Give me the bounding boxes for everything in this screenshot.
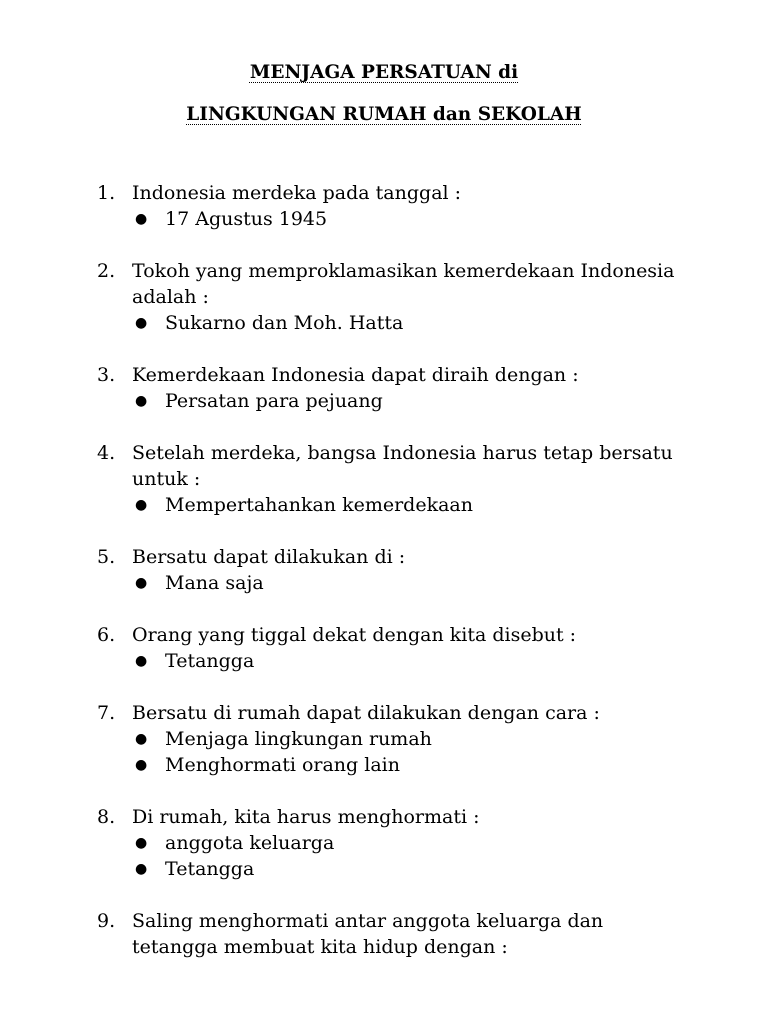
answer-text: Persatan para pejuang xyxy=(165,390,383,412)
answer-item xyxy=(135,752,768,778)
answer-text: Mana saja xyxy=(165,572,264,594)
answer-list xyxy=(0,570,768,596)
question-text: Indonesia merdeka pada tanggal : xyxy=(132,182,462,204)
answer-text: Tetangga xyxy=(165,650,255,672)
bullet-icon: ● xyxy=(135,315,148,331)
list-item xyxy=(0,622,768,674)
answer-item xyxy=(135,310,768,336)
item-number: 9. xyxy=(97,910,116,932)
list-item xyxy=(0,908,768,960)
item-number: 6. xyxy=(97,624,116,646)
answer-list xyxy=(0,206,768,232)
bullet-icon: ● xyxy=(135,835,148,851)
bullet-icon: ● xyxy=(135,757,148,773)
answer-list xyxy=(0,648,768,674)
item-number: 5. xyxy=(97,546,116,568)
question-text: Saling menghormati antar anggota keluarga dan tetangga membuat kita hidup dengan : xyxy=(132,910,604,958)
answer-text: Menjaga lingkungan rumah xyxy=(165,728,432,750)
item-number: 7. xyxy=(97,702,116,724)
list-item xyxy=(0,700,768,778)
list-item xyxy=(0,804,768,882)
answer-text: Sukarno dan Moh. Hatta xyxy=(165,312,404,334)
answer-text: anggota keluarga xyxy=(165,832,335,854)
answer-text: Mempertahankan kemerdekaan xyxy=(165,494,473,516)
answer-item xyxy=(135,492,768,518)
bullet-icon: ● xyxy=(135,861,148,877)
question-text: Bersatu di rumah dapat dilakukan dengan cara : xyxy=(132,702,600,724)
answer-item xyxy=(135,726,768,752)
answer-item xyxy=(135,206,768,232)
answer-list xyxy=(0,726,768,778)
answer-list xyxy=(0,830,768,882)
item-number: 2. xyxy=(97,260,116,282)
bullet-icon: ● xyxy=(135,653,148,669)
bullet-icon: ● xyxy=(135,731,148,747)
answer-list xyxy=(0,388,768,414)
list-item xyxy=(0,440,768,518)
answer-text: Menghormati orang lain xyxy=(165,754,400,776)
question-text: Orang yang tiggal dekat dengan kita disebut : xyxy=(132,624,577,646)
bullet-icon: ● xyxy=(135,393,148,409)
answer-item xyxy=(135,830,768,856)
question-text: Di rumah, kita harus menghormati : xyxy=(132,806,480,828)
item-number: 8. xyxy=(97,806,116,828)
answer-item xyxy=(135,648,768,674)
item-number: 4. xyxy=(97,442,116,464)
question-text: Setelah merdeka, bangsa Indonesia harus tetap bersatu untuk : xyxy=(132,442,673,490)
list-item xyxy=(0,180,768,232)
list-item xyxy=(0,362,768,414)
answer-item xyxy=(135,388,768,414)
question-text: Kemerdekaan Indonesia dapat diraih dengan : xyxy=(132,364,579,386)
answer-text: Tetangga xyxy=(165,858,255,880)
question-text: Bersatu dapat dilakukan di : xyxy=(132,546,406,568)
document-title-line-1: MENJAGA PERSATUAN di xyxy=(249,62,519,83)
list-item xyxy=(0,258,768,336)
question-text: Tokoh yang memproklamasikan kemerdekaan Indonesia adalah : xyxy=(132,260,675,308)
question-list xyxy=(0,180,768,986)
item-number: 3. xyxy=(97,364,116,386)
document-title-line-2: LINGKUNGAN RUMAH dan SEKOLAH xyxy=(186,104,582,125)
answer-list xyxy=(0,492,768,518)
bullet-icon: ● xyxy=(135,497,148,513)
bullet-icon: ● xyxy=(135,211,148,227)
answer-list xyxy=(0,310,768,336)
answer-item xyxy=(135,570,768,596)
list-item xyxy=(0,544,768,596)
answer-text: 17 Agustus 1945 xyxy=(165,208,328,230)
item-number: 1. xyxy=(97,182,116,204)
answer-item xyxy=(135,856,768,882)
bullet-icon: ● xyxy=(135,575,148,591)
